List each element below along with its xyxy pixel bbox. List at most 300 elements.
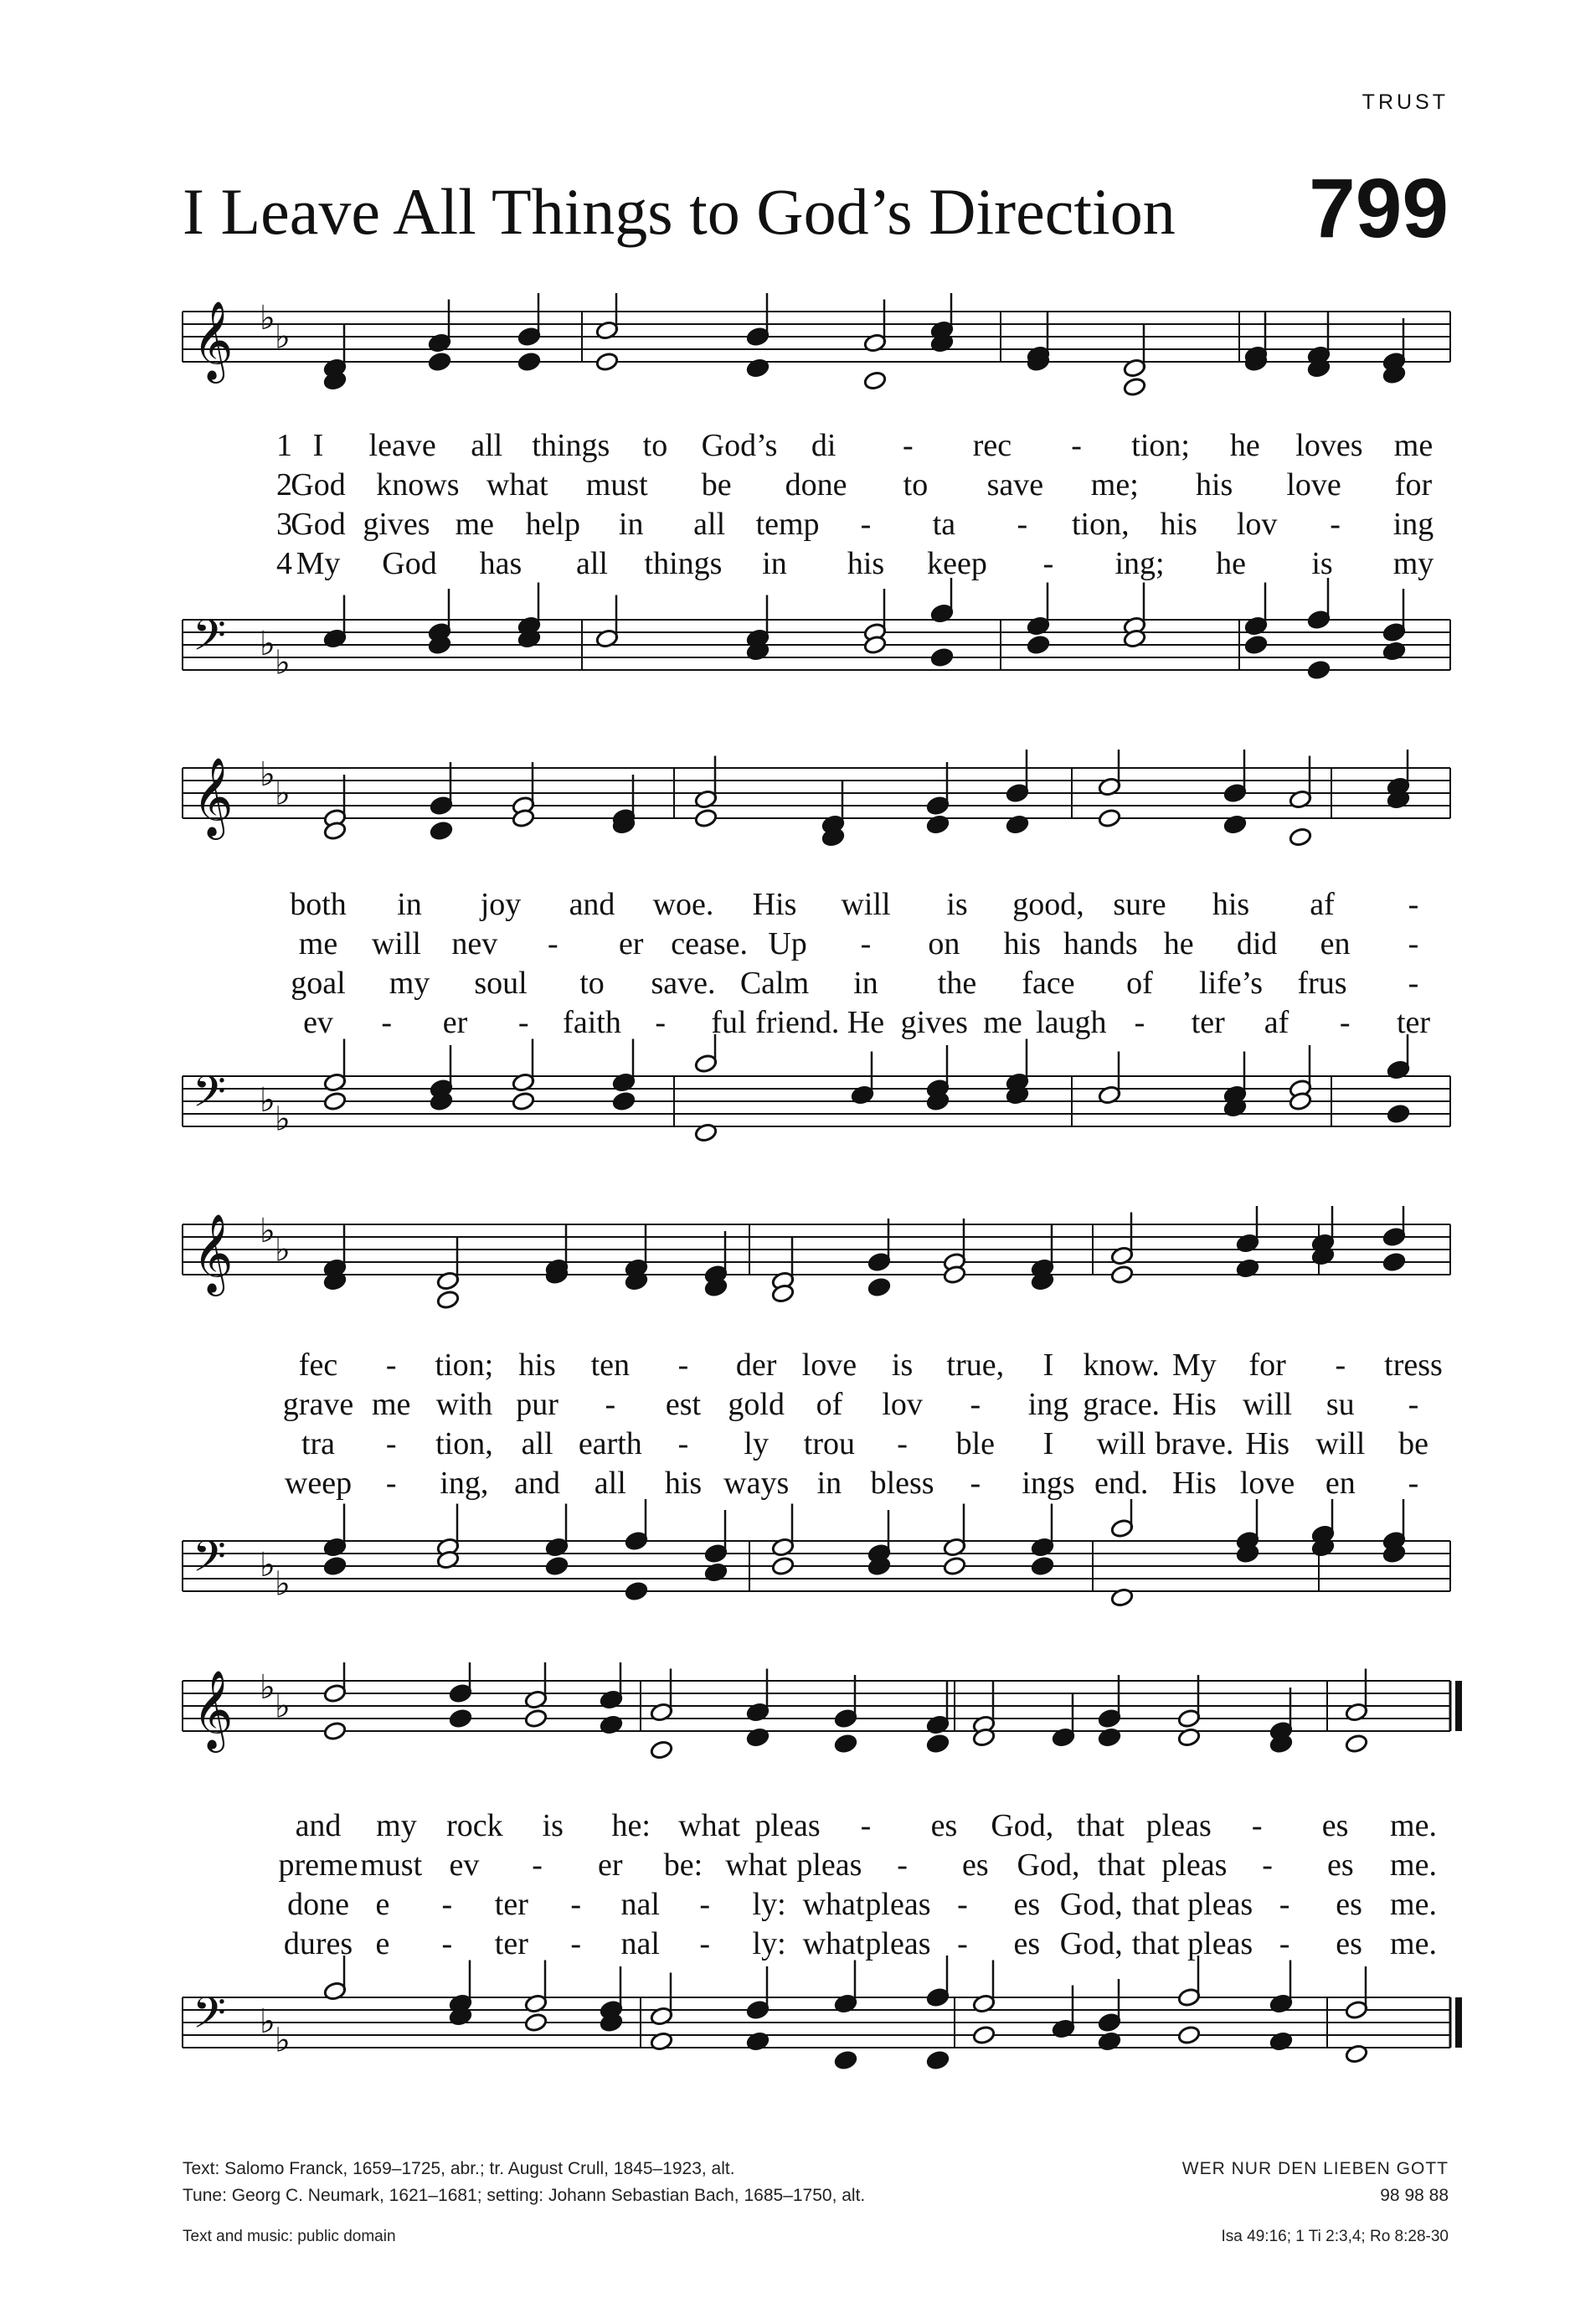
lyric-line <box>0 925 1570 964</box>
lyric-syllable: I <box>1042 1348 1054 1383</box>
hymn-number: 799 <box>1309 162 1449 255</box>
lyric-syllable: face <box>1022 966 1075 1001</box>
notehead <box>323 1091 347 1111</box>
lyric-syllable: ev <box>449 1847 480 1883</box>
lyric-syllable: es <box>1013 1926 1041 1961</box>
bass-staff-system-1 <box>0 578 1570 720</box>
hyphen: - <box>655 1005 667 1040</box>
lyric-syllable: faith <box>563 1005 621 1040</box>
lyric-syllable: est <box>665 1387 702 1422</box>
lyric-syllable: ing, <box>440 1466 489 1501</box>
lyric-syllable: ing; <box>1114 546 1165 581</box>
notehead <box>834 2050 857 2070</box>
hyphen: - <box>902 428 914 463</box>
lyric-syllable: good, <box>1012 887 1084 922</box>
lyric-syllable: his <box>1212 887 1250 922</box>
hyphen: - <box>699 1926 710 1961</box>
category-label: TRUST <box>1362 90 1449 114</box>
lyric-syllable: dures <box>283 1926 353 1961</box>
lyric-syllable: frus <box>1297 966 1347 1001</box>
lyric-syllable: pleas <box>865 1887 931 1922</box>
notehead <box>545 1556 569 1576</box>
lyric-syllable: His <box>1245 1426 1289 1461</box>
bass-staff-system-3 <box>0 1499 1570 1641</box>
lyric-syllable: es <box>930 1808 958 1843</box>
notehead <box>1387 1104 1410 1124</box>
flat-icon: ♭ <box>275 317 291 357</box>
lyric-syllable: on <box>928 926 960 961</box>
treble-clef-icon: 𝄞 <box>193 1214 234 1293</box>
verse-number: 1 <box>276 428 292 463</box>
copyright-note: Text and music: public domain <box>183 2228 396 2245</box>
lyric-syllable: that <box>1131 1926 1180 1961</box>
lyric-syllable: love <box>801 1348 857 1383</box>
lyric-syllable: life’s <box>1199 966 1263 1001</box>
notehead <box>436 1290 460 1310</box>
verse-number: 2 <box>276 467 292 502</box>
lyric-syllable: to <box>642 428 668 463</box>
lyric-syllable: God <box>291 467 346 502</box>
hyphen: - <box>1408 926 1419 961</box>
lyric-syllable: my <box>1392 546 1434 581</box>
notehead <box>1027 635 1050 655</box>
lyric-syllable: in <box>618 507 644 542</box>
hyphen: - <box>381 1005 393 1040</box>
lyric-syllable: in <box>816 1466 842 1501</box>
hyphen: - <box>677 1426 689 1461</box>
hyphen: - <box>1279 1887 1290 1922</box>
lyric-syllable: and <box>569 887 615 922</box>
lyric-syllable: pleas <box>796 1847 862 1883</box>
lyric-syllable: has <box>479 546 522 581</box>
hyphen: - <box>1042 546 1054 581</box>
lyric-syllable: his <box>518 1348 556 1383</box>
lyric-syllable: ing <box>1392 507 1434 542</box>
lyric-syllable: will <box>1243 1387 1293 1422</box>
lyric-syllable: temp <box>755 507 820 542</box>
lyric-syllable: tress <box>1384 1348 1443 1383</box>
lyric-syllable: ing <box>1027 1387 1069 1422</box>
hyphen: - <box>441 1926 453 1961</box>
hyphen: - <box>517 1005 529 1040</box>
notehead <box>1307 660 1331 680</box>
lyric-syllable: af <box>1264 1005 1289 1040</box>
lyric-syllable: es <box>1336 1926 1362 1961</box>
verse-number: 4 <box>276 546 292 581</box>
notehead <box>1289 827 1312 847</box>
notehead <box>323 1556 347 1576</box>
lyric-syllable: cease. <box>671 926 749 961</box>
lyric-syllable: he <box>1163 926 1194 961</box>
hyphen: - <box>860 926 872 961</box>
lyric-syllable: pleas <box>865 1926 931 1961</box>
lyric-syllable: his <box>1160 507 1197 542</box>
lyric-syllable: es <box>1336 1887 1362 1922</box>
lyric-line <box>0 1886 1570 1925</box>
lyric-syllable: Calm <box>739 966 810 1001</box>
lyric-syllable: e <box>375 1887 390 1922</box>
lyric-syllable: save. <box>651 966 716 1001</box>
lyric-syllable: all <box>693 507 726 542</box>
hyphen: - <box>860 507 872 542</box>
lyric-syllable: the <box>937 966 977 1001</box>
lyric-syllable: his <box>847 546 885 581</box>
lyric-syllable: of <box>816 1387 843 1422</box>
lyric-syllable: gives <box>900 1005 968 1040</box>
lyric-syllable: nal <box>620 1926 660 1961</box>
flat-icon: ♭ <box>275 1230 291 1270</box>
hyphen: - <box>385 1348 397 1383</box>
lyric-syllable: ly: <box>752 1887 786 1922</box>
lyric-syllable: der <box>735 1348 777 1383</box>
hyphen: - <box>1330 507 1341 542</box>
lyric-syllable: ev <box>303 1005 333 1040</box>
flat-icon: ♭ <box>260 755 275 794</box>
lyric-syllable: love <box>1239 1466 1295 1501</box>
lyric-syllable: pleas <box>1187 1887 1253 1922</box>
lyric-syllable: es <box>1013 1887 1041 1922</box>
lyric-syllable: God, <box>1059 1887 1123 1922</box>
hyphen: - <box>1339 1005 1351 1040</box>
lyric-syllable: God’s <box>701 428 778 463</box>
lyric-syllable: lov <box>1236 507 1278 542</box>
lyric-syllable: me <box>1393 428 1434 463</box>
hyphen: - <box>441 1887 453 1922</box>
notehead <box>834 1734 857 1754</box>
hyphen: - <box>957 1926 968 1961</box>
lyric-syllable: bless <box>870 1466 934 1501</box>
lyric-syllable: ter <box>1396 1005 1431 1040</box>
tune-name: WER NUR DEN LIEBEN GOTT <box>1181 2159 1449 2178</box>
lyric-syllable: God <box>382 546 437 581</box>
lyric-syllable: pleas <box>1161 1847 1228 1883</box>
hyphen: - <box>1279 1926 1290 1961</box>
lyric-syllable: ter <box>494 1887 528 1922</box>
lyric-syllable: is <box>946 887 968 922</box>
lyric-line <box>0 1425 1570 1464</box>
lyric-syllable: pur <box>516 1387 559 1422</box>
lyric-syllable: me; <box>1090 467 1139 502</box>
notehead <box>926 2050 950 2070</box>
hyphen: - <box>1408 887 1419 922</box>
lyric-syllable: er <box>598 1847 623 1883</box>
lyric-syllable: will <box>1315 1426 1366 1461</box>
hyphen: - <box>957 1887 968 1922</box>
lyric-syllable: grace. <box>1083 1387 1161 1422</box>
lyric-syllable: weep <box>284 1466 353 1501</box>
lyric-syllable: I <box>1042 1426 1054 1461</box>
flat-icon: ♭ <box>260 1546 275 1585</box>
lyric-syllable: to <box>579 966 605 1001</box>
notehead <box>694 808 718 828</box>
lyric-syllable: sure <box>1113 887 1166 922</box>
lyric-syllable: keep <box>927 546 987 581</box>
lyric-syllable: will <box>1096 1426 1146 1461</box>
hyphen: - <box>570 1887 582 1922</box>
notehead <box>512 1091 535 1111</box>
notehead <box>625 1581 648 1601</box>
lyric-syllable: tion, <box>1071 507 1130 542</box>
notehead <box>595 352 619 372</box>
lyric-syllable: for <box>1394 467 1433 502</box>
lyric-syllable: ter <box>494 1926 528 1961</box>
lyric-syllable: e <box>375 1926 390 1961</box>
lyric-syllable: en <box>1320 926 1351 961</box>
treble-staff-system-4 <box>0 1662 1570 1780</box>
hyphen: - <box>897 1847 908 1883</box>
notehead <box>1031 1556 1054 1576</box>
notehead <box>1244 635 1268 655</box>
lyric-syllable: what <box>802 1887 865 1922</box>
flat-icon: ♭ <box>275 2021 291 2060</box>
lyric-syllable: ter <box>1191 1005 1225 1040</box>
flat-icon: ♭ <box>260 2002 275 2041</box>
notehead <box>930 647 954 667</box>
lyric-syllable: me. <box>1390 1887 1437 1922</box>
lyric-syllable: My <box>296 546 341 581</box>
lyric-syllable: His <box>752 887 797 922</box>
lyric-syllable: di <box>811 428 836 463</box>
lyric-syllable: me <box>455 507 495 542</box>
notehead <box>1345 1734 1368 1754</box>
flat-icon: ♭ <box>275 774 291 813</box>
lyric-syllable: er <box>442 1005 468 1040</box>
lyric-syllable: end. <box>1094 1466 1149 1501</box>
lyric-syllable: ings <box>1022 1466 1075 1501</box>
bass-clef-icon: 𝄢 <box>193 1987 226 2048</box>
lyric-syllable: God, <box>991 1808 1054 1843</box>
lyric-syllable: what <box>486 467 548 502</box>
hyphen: - <box>385 1466 397 1501</box>
lyric-syllable: er <box>618 926 644 961</box>
hyphen: - <box>970 1466 981 1501</box>
lyric-syllable: be <box>701 467 732 502</box>
lyric-line <box>0 1807 1570 1846</box>
notehead <box>428 352 451 372</box>
lyric-syllable: af <box>1310 887 1335 922</box>
flat-icon: ♭ <box>275 643 291 683</box>
lyric-syllable: earth <box>578 1426 642 1461</box>
notehead <box>771 1556 795 1576</box>
lyric-syllable: in <box>397 887 422 922</box>
lyric-syllable: done <box>785 467 847 502</box>
lyric-syllable: he <box>1229 428 1260 463</box>
notehead <box>323 1721 347 1741</box>
lyric-syllable: God, <box>1059 1926 1123 1961</box>
lyric-syllable: me. <box>1390 1926 1437 1961</box>
hyphen: - <box>1408 1466 1419 1501</box>
hyphen: - <box>1017 507 1028 542</box>
treble-staff-system-3 <box>0 1206 1570 1323</box>
lyric-syllable: trou <box>803 1426 855 1461</box>
lyric-syllable: fec <box>298 1348 338 1383</box>
scripture-references: Isa 49:16; 1 Ti 2:3,4; Ro 8:28-30 <box>1221 2228 1449 2245</box>
lyric-syllable: brave. <box>1155 1426 1234 1461</box>
lyric-syllable: He <box>847 1005 885 1040</box>
notehead <box>867 1277 891 1297</box>
treble-clef-icon: 𝄞 <box>193 301 234 380</box>
lyric-syllable: rec <box>972 428 1012 463</box>
lyric-line <box>0 506 1570 544</box>
hyphen: - <box>1408 966 1419 1001</box>
lyric-syllable: and <box>514 1466 561 1501</box>
lyric-line <box>0 466 1570 505</box>
lyric-syllable: ful <box>711 1005 747 1040</box>
lyric-syllable: will <box>371 926 421 961</box>
flat-icon: ♭ <box>275 1687 291 1726</box>
lyric-syllable: is <box>891 1348 914 1383</box>
lyric-syllable: be: <box>663 1847 703 1883</box>
lyric-syllable: for <box>1248 1348 1286 1383</box>
lyric-syllable: he: <box>611 1808 651 1843</box>
lyric-syllable: I <box>312 428 324 463</box>
lyric-syllable: his <box>664 1466 703 1501</box>
lyric-syllable: is <box>1311 546 1333 581</box>
lyric-syllable: en <box>1325 1466 1356 1501</box>
lyric-syllable: es <box>1321 1808 1349 1843</box>
lyric-syllable: su <box>1325 1387 1355 1422</box>
hyphen: - <box>570 1926 582 1961</box>
lyric-syllable: knows <box>376 467 460 502</box>
lyric-syllable: to <box>903 467 929 502</box>
notehead <box>863 370 887 390</box>
lyric-syllable: ways <box>723 1466 790 1501</box>
lyric-line <box>0 1386 1570 1425</box>
hyphen: - <box>897 1426 908 1461</box>
lyric-syllable: help <box>525 507 580 542</box>
hyphen: - <box>677 1348 689 1383</box>
lyric-syllable: tion, <box>435 1426 493 1461</box>
treble-staff-system-1 <box>0 293 1570 410</box>
treble-staff-system-2 <box>0 750 1570 867</box>
notehead <box>972 2025 996 2045</box>
lyric-syllable: that <box>1131 1887 1180 1922</box>
treble-clef-icon: 𝄞 <box>193 1670 234 1749</box>
flat-icon: ♭ <box>260 1081 275 1120</box>
lyric-line <box>0 965 1570 1003</box>
lyric-syllable: pleas <box>1145 1808 1212 1843</box>
notehead <box>449 1708 472 1729</box>
lyric-line <box>0 1347 1570 1385</box>
lyric-syllable: with <box>435 1387 493 1422</box>
hyphen: - <box>605 1387 616 1422</box>
hyphen: - <box>1251 1808 1263 1843</box>
notehead <box>650 1739 673 1760</box>
lyric-syllable: in <box>853 966 878 1001</box>
lyric-line <box>0 886 1570 925</box>
lyric-syllable: all <box>471 428 503 463</box>
lyric-syllable: that <box>1097 1847 1145 1883</box>
flat-icon: ♭ <box>260 1668 275 1707</box>
lyric-syllable: es <box>1326 1847 1354 1883</box>
notehead <box>524 2012 548 2033</box>
bass-staff-system-4 <box>0 1956 1570 2098</box>
notehead <box>1123 377 1146 397</box>
lyric-syllable: leave <box>368 428 436 463</box>
meter: 98 98 88 <box>1380 2186 1449 2205</box>
notehead <box>943 1556 966 1576</box>
final-barline <box>1455 1681 1462 1731</box>
bass-clef-icon: 𝄢 <box>193 1531 226 1592</box>
lyric-syllable: preme <box>278 1847 358 1883</box>
lyric-syllable: save <box>986 467 1044 502</box>
notehead <box>517 352 541 372</box>
lyric-syllable: lov <box>882 1387 923 1422</box>
hyphen: - <box>699 1887 710 1922</box>
hyphen: - <box>970 1387 981 1422</box>
lyric-syllable: me <box>983 1005 1022 1040</box>
lyric-syllable: and <box>295 1808 342 1843</box>
notehead <box>1098 808 1121 828</box>
lyric-syllable: joy <box>480 887 522 922</box>
hyphen: - <box>1134 1005 1145 1040</box>
lyric-syllable: loves <box>1295 428 1363 463</box>
notehead <box>524 1708 548 1729</box>
notehead <box>1382 1252 1406 1272</box>
lyric-syllable: my <box>376 1808 417 1843</box>
lyric-syllable: my <box>389 966 430 1001</box>
lyric-syllable: must <box>585 467 648 502</box>
lyric-syllable: laugh <box>1036 1005 1107 1040</box>
lyric-syllable: did <box>1236 926 1278 961</box>
lyric-syllable: nev <box>451 926 498 961</box>
hymn-title: I Leave All Things to God’s Direction <box>183 175 1176 248</box>
lyric-syllable: Up <box>768 926 807 961</box>
hyphen: - <box>532 1847 543 1883</box>
hyphen: - <box>860 1808 872 1843</box>
lyric-syllable: ten <box>590 1348 631 1383</box>
lyric-syllable: tion; <box>435 1348 494 1383</box>
lyric-syllable: ble <box>955 1426 996 1461</box>
lyric-line <box>0 1465 1570 1503</box>
lyric-syllable: grave <box>282 1387 354 1422</box>
hyphen: - <box>1408 1387 1419 1422</box>
lyric-syllable: that <box>1076 1808 1125 1843</box>
lyric-syllable: must <box>360 1847 423 1883</box>
lyric-syllable: both <box>290 887 347 922</box>
lyric-syllable: ta <box>932 507 956 542</box>
lyric-syllable: of <box>1126 966 1153 1001</box>
lyric-syllable: gold <box>728 1387 785 1422</box>
lyric-syllable: My <box>1171 1348 1217 1383</box>
lyric-syllable: all <box>594 1466 626 1501</box>
bass-staff-system-2 <box>0 1034 1570 1177</box>
lyric-line <box>0 427 1570 466</box>
hyphen: - <box>1262 1847 1273 1883</box>
lyric-syllable: what <box>802 1926 865 1961</box>
bass-clef-icon: 𝄢 <box>193 1066 226 1127</box>
lyric-syllable: will <box>841 887 891 922</box>
lyric-syllable: tion; <box>1131 428 1190 463</box>
lyric-syllable: rock <box>446 1808 503 1843</box>
notehead <box>926 1734 950 1754</box>
lyric-syllable: in <box>762 546 787 581</box>
text-credit: Text: Salomo Franck, 1659–1725, abr.; tr. August Crull, 1845–1923, alt. <box>183 2159 735 2178</box>
lyric-syllable: true, <box>946 1348 1005 1383</box>
notehead <box>430 821 453 841</box>
lyric-syllable: me. <box>1390 1808 1437 1843</box>
lyric-syllable: es <box>961 1847 989 1883</box>
lyric-syllable: me <box>371 1387 411 1422</box>
bass-clef-icon: 𝄢 <box>193 610 226 671</box>
lyric-syllable: know. <box>1083 1348 1160 1383</box>
lyric-syllable: pleas <box>754 1808 821 1843</box>
lyric-syllable: what <box>678 1808 741 1843</box>
lyric-syllable: tra <box>301 1426 336 1461</box>
lyric-syllable: his <box>1195 467 1233 502</box>
hyphen: - <box>1335 1348 1346 1383</box>
lyric-syllable: all <box>521 1426 553 1461</box>
